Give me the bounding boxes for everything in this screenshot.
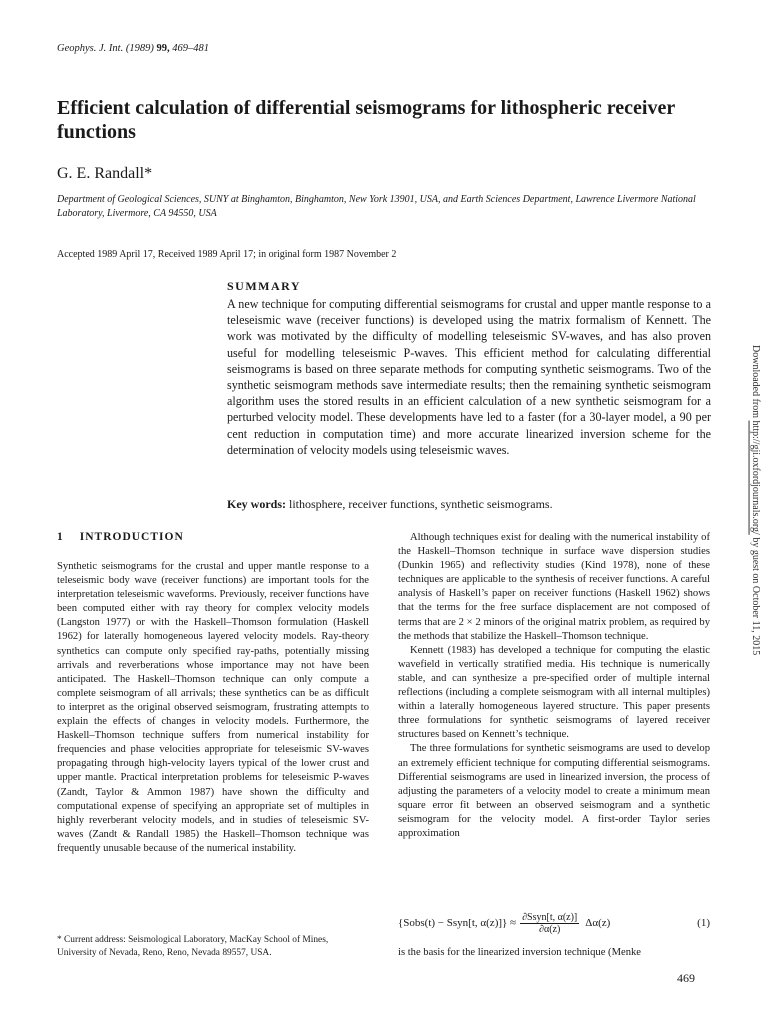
section-title: INTRODUCTION — [79, 531, 184, 543]
section-number: 1 — [57, 531, 64, 543]
equation-numerator: ∂Ssyn[t, α(z)] — [522, 911, 578, 923]
journal-pages: 469–481 — [172, 43, 209, 54]
summary-text: A new technique for computing differential seismograms for crustal and upper mantle response to a teleseismic wave (receiver functions) is developed using the matrix formalism of Kennett. The work was motivated by the difficulty of modelling teleseismic SV-waves, and has also proven useful for modelling teleseismic P-waves. This efficient method for calculating differential seismograms is based on three separate methods for computing synthetic seismograms. Two of the synthetic seismogram methods save intermediate results; then the remaining synthetic seismogram algorithm uses the stored results in an efficient calculation of a new synthetic seismogram for a perturbed velocity model. These developments have led to a faster (for a 30-layer model, a 90 per cent reduction in computation time) and more accurate linearized inversion scheme for the determination of velocity models using teleseismic waves. — [227, 297, 711, 457]
journal-volume: 99, — [156, 43, 170, 54]
keywords-text: lithosphere, receiver functions, synthetic seismograms. — [289, 497, 553, 511]
download-prefix: Downloaded from — [750, 345, 761, 419]
after-equation-text: is the basis for the linearized inversion technique (Menke — [398, 947, 641, 958]
right-column — [398, 531, 710, 841]
equation-lhs: {Sobs(t) − Ssyn[t, α(z)]} ≈ — [398, 917, 517, 929]
paragraph: Kennett (1983) has developed a technique for computing the elastic wavefield in vertically stratified media. His technique is numerically stable, and can synthesize a pre-specified order of multiple internal reflections (including a complete seismogram with all internal multiples) within a laterally homogeneous layered structure. This paper presents three formulations for synthetic seismograms of layered receiver structures based on Kennett’s technique. — [398, 644, 710, 741]
accepted-dates: Accepted 1989 April 17, Received 1989 April 17; in original form 1987 November 2 — [57, 249, 397, 260]
paragraph: Although techniques exist for dealing with the numerical instability of the Haskell–Thomson technique in surface wave dispersion studies (Dunkin 1965) and reflectivity studies (Kind 1978), none of these techniques are applicable to the synthesis of receiver functions. A careful analysis of Haskell’s paper on receiver functions (Haskell 1962) shows that the terms for the free surface displacement are not composed of terms that are 2 × 2 minors of the original matrix problem, as required by the methods that stabilize the Haskell–Thomson technique. — [398, 532, 710, 642]
keywords-label: Key words: — [227, 497, 286, 511]
download-suffix: by guest on October 11, 2015 — [750, 537, 761, 656]
equation-rhs: Δα(z) — [585, 917, 611, 929]
download-side-note — [750, 345, 761, 655]
section-heading — [57, 531, 184, 543]
keywords — [227, 497, 711, 512]
journal-reference — [57, 43, 209, 54]
affiliation: Department of Geological Sciences, SUNY at Binghamton, Binghamton, New York 13901, USA, and Earth Sciences Department, Lawrence Livermore National Laboratory, Livermore, CA 94550, USA — [57, 194, 696, 219]
download-link[interactable]: http://gji.oxfordjournals.org/ — [750, 420, 761, 535]
journal-year: (1989) — [125, 43, 154, 54]
page-number: 469 — [677, 971, 695, 985]
equation-number: (1) — [697, 917, 710, 929]
left-column — [57, 560, 369, 856]
journal-name: Geophys. J. Int. — [57, 43, 124, 54]
paper-title: Efficient calculation of differential seismograms for lithospheric receiver functions — [57, 97, 675, 143]
equation-1 — [398, 906, 710, 940]
equation-fraction — [520, 912, 579, 935]
summary-heading: SUMMARY — [227, 279, 302, 293]
footnote: * Current address: Seismological Laboratory, MacKay School of Mines, University of Nevada, Reno, Reno, Nevada 89557, USA. — [57, 935, 329, 958]
author: G. E. Randall* — [57, 165, 153, 182]
equation-denominator: ∂α(z) — [539, 923, 561, 935]
paragraph: The three formulations for synthetic seismograms are used to develop an extremely efficient technique for computing differential seismograms. Differential seismograms are used in linearized inversion, the process of adjusting the parameters of a velocity model to create a minimum mean square error fit between an observed seismogram and a synthetic seismogram for the velocity model. A first-order Taylor series approximation — [398, 743, 710, 839]
intro-paragraph: Synthetic seismograms for the crustal and upper mantle response to a teleseismic body wave (receiver functions) are important tools for the interpretation teleseismic waveforms. Previously, receiver functions have been computed either with ray theory for complex velocity models (Langston 1977) or with the Haskell–Thomson formulation (Haskell 1962) for laterally homogeneous layered velocity models. Ray-theory synthetics can compute only specified ray-paths, potentially missing arrivals and reverberations whose importance may not have been anticipated. The Haskell–Thomson technique can only compute a complete seismogram of all arrivals; these synthetics can be as difficult to interpret as the original observed seismogram, frustrating attempts to explain the effects of changes in velocity models. Furthermore, the Haskell–Thomson technique suffers from numerical instability for frequencies and phase velocities appropriate for teleseismic SV-waves propagating through high-velocity layers typical of the lower crust and upper mantle. Practical interpretation problems for teleseismic P-waves (Zandt, Taylor & Ammon 1987) have shown the difficulty and computational expense of specifying an appropriate set of multiples in highly reverberant velocity models, and in studies of teleseismic SV-waves (Zandt & Randall 1985) the Haskell–Thomson technique was frequently unusable because of the numerical instability. — [57, 561, 369, 854]
